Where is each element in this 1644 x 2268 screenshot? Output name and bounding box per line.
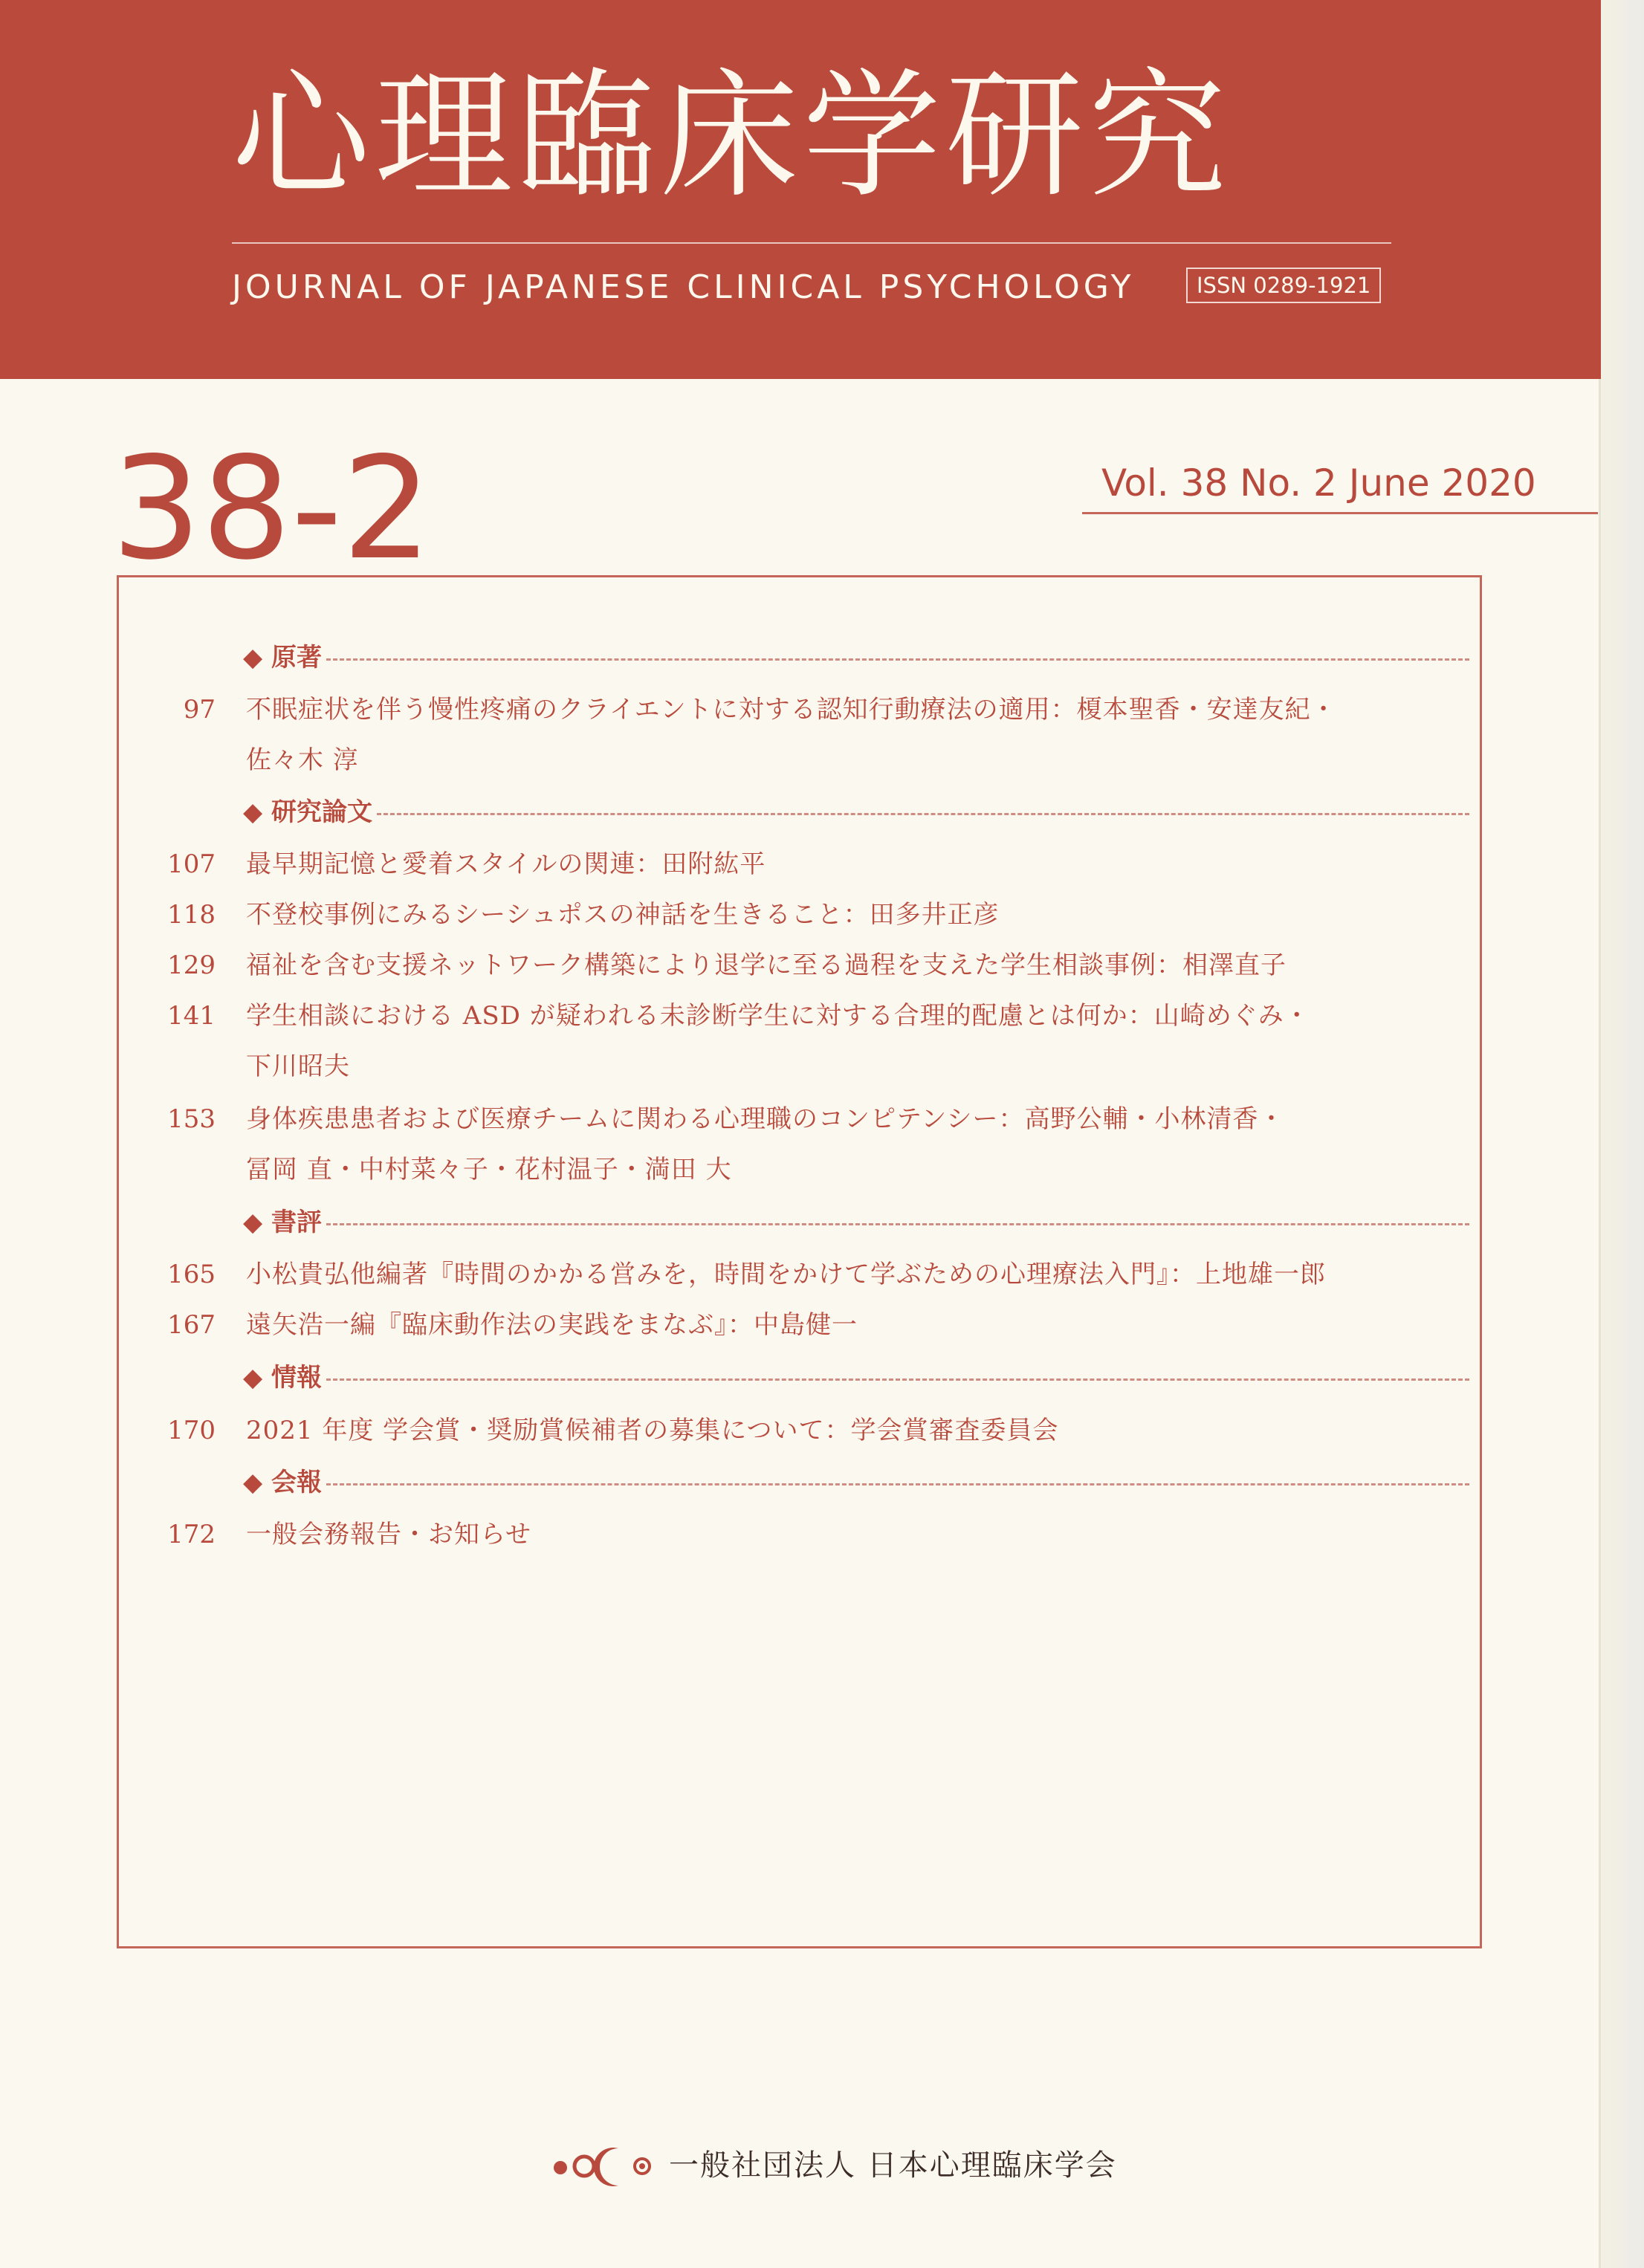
entry-text: 2021 年度 学会賞・奨励賞候補者の募集について：学会賞審査委員会 [246,1416,1059,1445]
entry-page-number: 153 [167,1104,216,1134]
entry-page-number: 167 [167,1310,216,1340]
section-label: 情報 [271,1363,322,1393]
toc-section-header [243,641,1469,675]
society-logo-icon [550,2144,669,2188]
section-dashed-rule [326,1378,1469,1381]
section-dashed-rule [377,813,1469,815]
entry-text-continued: 冨岡 直・中村菜々子・花村温子・満田 大 [246,1155,732,1185]
diamond-bullet-icon: ◆ [243,643,263,673]
toc-section-header [243,1361,1469,1395]
toc-section-header [243,1465,1469,1500]
header-band [0,0,1601,379]
section-label: 原著 [271,643,322,673]
diamond-bullet-icon: ◆ [243,797,263,827]
entry-text: 小松貴弘他編著『時間のかかる営みを，時間をかけて学ぶための心理療法入門』：上地雄一郎 [246,1260,1326,1289]
section-dashed-rule [326,1483,1469,1485]
section-label: 会報 [271,1468,322,1497]
entry-text-continued: 佐々木 淳 [246,745,359,775]
entry-page-number: 141 [167,1001,216,1031]
entry-text: 不登校事例にみるシーシュポスの神話を生きること：田多井正彦 [246,900,1000,930]
toc-section-header [243,795,1469,829]
entry-text: 身体疾患患者および医療チームに関わる心理職のコンピテンシー：高野公輔・小林清香・ [246,1104,1285,1134]
section-dashed-rule [326,658,1469,661]
entry-text: 遠矢浩一編『臨床動作法の実践をまなぶ』：中島健一 [246,1310,858,1340]
journal-english-title: JOURNAL OF JAPANESE CLINICAL PSYCHOLOGY [232,268,1135,306]
issn-box: ISSN 0289-1921 [1186,268,1381,303]
entry-text: 最早期記憶と愛着スタイルの関連：田附紘平 [246,849,766,879]
page-edge [1599,0,1644,2268]
entry-text: 不眠症状を伴う慢性疼痛のクライエントに対する認知行動療法の適用：榎本聖香・安達友紀・ [246,695,1337,725]
volume-divider [1082,512,1598,514]
diamond-bullet-icon: ◆ [243,1468,263,1497]
volume-line: Vol. 38 No. 2 June 2020 [1101,461,1536,505]
entry-page-number: 118 [167,900,216,930]
section-dashed-rule [326,1223,1469,1225]
diamond-bullet-icon: ◆ [243,1363,263,1393]
entry-page-number: 172 [167,1520,216,1549]
publisher-name: 一般社団法人 日本心理臨床学会 [669,2148,1117,2183]
entry-text: 学生相談における ASD が疑われる未診断学生に対する合理的配慮とは何か：山崎めぐみ・ [246,1001,1310,1031]
diamond-bullet-icon: ◆ [243,1208,263,1237]
entry-page-number: 129 [167,950,216,980]
entry-text-continued: 下川昭夫 [246,1052,350,1081]
section-label: 書評 [271,1208,322,1237]
title-divider [232,242,1391,244]
entry-page-number: 165 [167,1260,216,1289]
entry-text: 福祉を含む支援ネットワーク構築により退学に至る過程を支えた学生相談事例：相澤直子 [246,950,1287,980]
journal-title: 心理臨床学研究 [232,55,1232,216]
entry-text: 一般会務報告・お知らせ [246,1520,531,1549]
entry-page-number: 170 [167,1416,216,1445]
entry-page-number: 107 [167,849,216,879]
issue-number: 38-2 [111,427,433,591]
toc-section-header [243,1205,1469,1240]
entry-page-number: 97 [183,695,216,725]
section-label: 研究論文 [271,797,372,827]
